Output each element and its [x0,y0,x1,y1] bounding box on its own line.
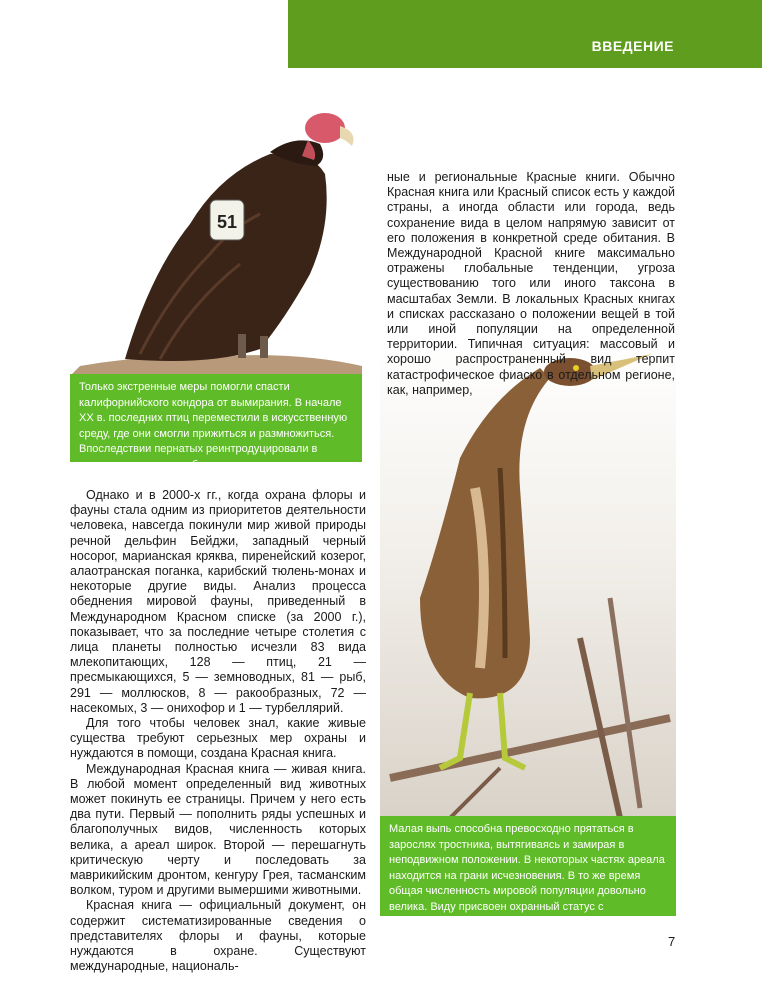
condor-wing-tag: 51 [216,212,238,232]
paragraph: Для того чтобы человек знал, какие живые существа требуют серьезных мер охраны и нуждаются в помощи, создана Красная книга. [70,716,366,761]
california-condor-photo [70,104,362,376]
paragraph-continuation: ные и региональные Красные книги. Обычно Красная книга или Красный список есть у каждой страны, а иногда области или города, ведь сохранение вида в целом напрямую зависит от его положения в конкретной среде обитания. В Международной Красной книге максимально отражены глобальные тенденции, угроза существованию того или иного таксона в масштабах Земли. В локальных Красных книгах и списках рассказано о положении вещей в той или иной популяции на определенной территории. Типичная ситуация: массовый и хорошо распространенный вид терпит катастрофическое фиаско в отдельном регионе, как, например, [387,170,675,397]
least-bittern-photo [380,338,676,818]
right-column-text [387,170,675,398]
paragraph: Красная книга — официальный документ, он содержит систематизированные сведения о представителях флоры и фауны, которые нуждаются в охране. Существуют международные, националь- [70,898,366,974]
section-title: ВВЕДЕНИЕ [591,38,674,54]
condor-caption-text: Только экстренные меры помогли спасти калифорнийского кондора от вымирания. В начале XX в. последних птиц переместили в искусственную среду, где они смогли прижиться и размножиться. Впоследствии пернатых реинтродуцировали в естественную среду обитания [79,381,348,471]
paragraph: Международная Красная книга — живая книга. В любой момент определенный вид животных может покинуть ее страницы. Причем у него есть два пути. Первый — пополнить ряды успешных и благополучных видов, численность которых велика, а ареал широк. Второй — перешагнуть критическую черту и последовать за маврикийским дронтом, кенгуру Грея, тасманским волком, туром и другими вымершими животными. [70,761,366,898]
header-band [288,0,762,68]
bittern-caption [380,816,676,928]
paragraph: Однако и в 2000-х гг., когда охрана флоры и фауны стала одним из приоритетов деятельности человека, навсегда покинули мир живой природы речной дельфин Бейджи, западный черный носорог, марианская кряква, пиренейский козерог, алаотранская поганка, карибский тюлень-монах и некоторые другие виды. Анализ процесса обеднения мировой фауны, приведенный в Международном Красном списке (за 2000 г.), показывает, что за последние четыре столетия с лица планеты полностью исчезли 83 вида млекопитающих, 128 — птиц, 21 — пресмыкающихся, 5 — земноводных, 81 — рыб, 291 — моллюсков, 8 — ракообразных, 72 — насекомых, 3 — онихофор и 1 — турбеллярий. [70,488,366,715]
left-column-text [70,488,366,975]
bittern-caption-text: Малая выпь способна превосходно прятаться в зарослях тростника, вытягиваясь и замирая в неподвижном положении. В некоторых частях ареала находится на грани исчезновения. В то же время общая численность мировой популяции довольно велика. Виду присвоен охранный статус с минимальной угрозой [389,823,665,928]
page-number: 7 [668,934,676,949]
condor-caption [70,374,362,471]
